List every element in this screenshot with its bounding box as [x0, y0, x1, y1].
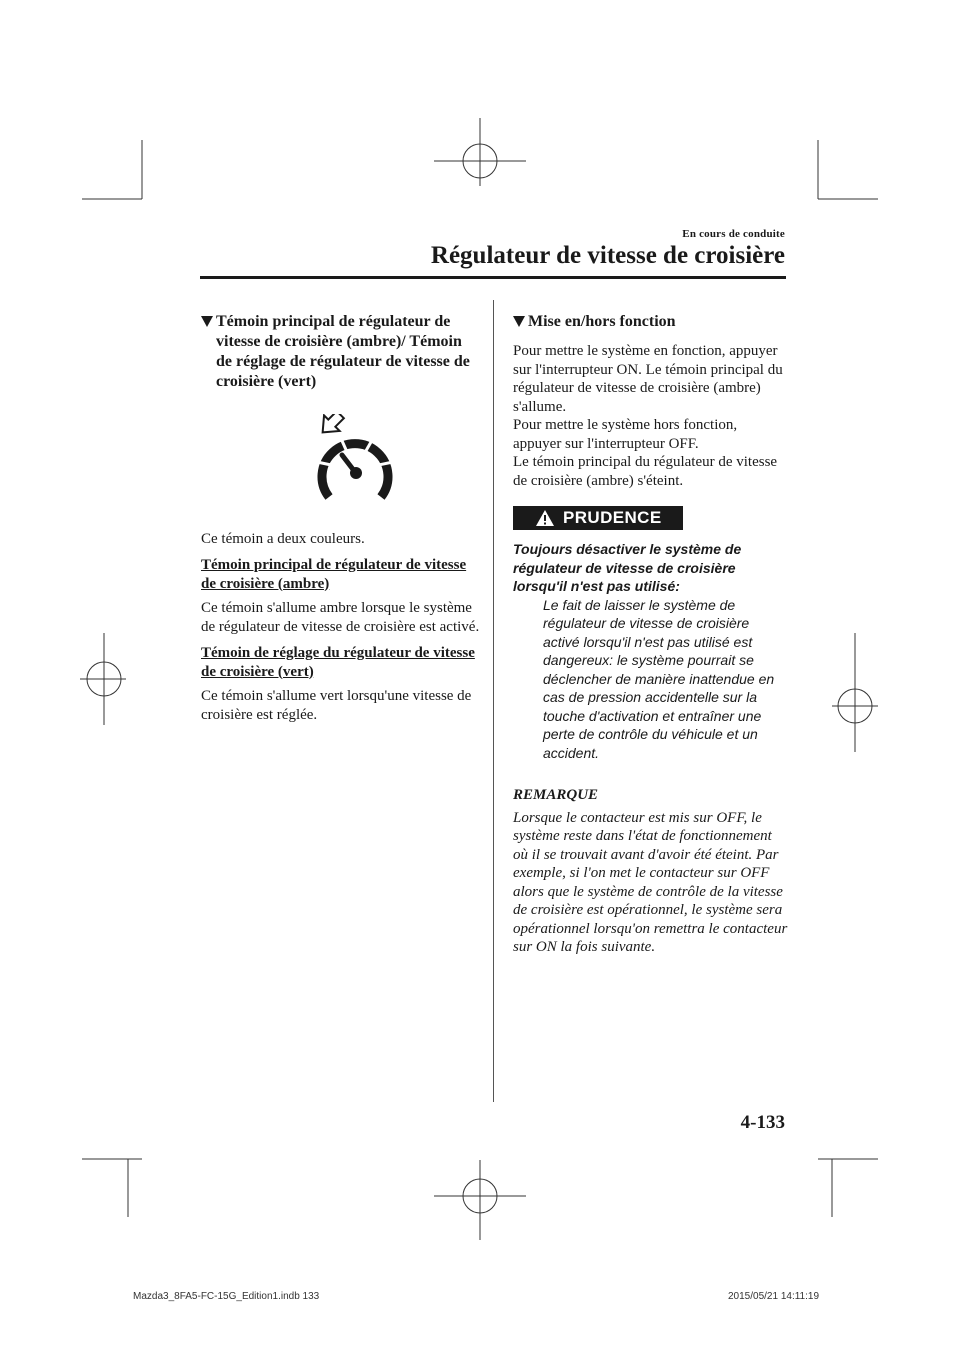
- on-instructions: Pour mettre le système en fonction, appuyer sur l'interrupteur ON. Le témoin principal du régulateur de vitesse de croisière (ambre) s'allume.: [513, 343, 783, 415]
- subheading-amber: Témoin principal de régulateur de vitesse de croisière (ambre): [201, 557, 467, 592]
- off-result: Le témoin principal du régulateur de vitesse de croisière (ambre) s'éteint.: [513, 454, 778, 489]
- warning-title: Toujours désactiver le système de régulateur de vitesse de croisière lorsqu'il n'est pas utilisé:: [513, 541, 742, 594]
- header-rule: [200, 276, 786, 279]
- footer-file: Mazda3_8FA5-FC-15G_Edition1.indb 133: [133, 1291, 320, 1302]
- triangle-bullet-icon: [513, 316, 525, 332]
- footer-timestamp: 2015/05/21 14:11:19: [728, 1291, 820, 1302]
- warning-body: Le fait de laisser le système de régulateur de vitesse de croisière activé lorsqu'il n'est pas utilisé est dangereux: le système pourrait se déclencher de manière inattendue en cas de pression accidentelle sur la touche d'activation et entraîner une perte de contrôle du véhicule et un accident.: [543, 596, 775, 761]
- right-heading-text: Mise en/hors fonction: [528, 313, 676, 330]
- right-column: [513, 312, 788, 957]
- triangle-bullet-icon: [201, 316, 213, 392]
- left-column: [201, 312, 481, 732]
- left-heading-text: Témoin principal de régulateur de vitesse de croisière (ambre)/ Témoin de réglage de régulateur de vitesse de croisière (vert): [216, 313, 470, 390]
- cruise-control-indicator-icon: [315, 414, 395, 506]
- warning-triangle-icon: [535, 509, 555, 527]
- intro-text: Ce témoin a deux couleurs.: [201, 530, 365, 547]
- note-text: Lorsque le contacteur est mis sur OFF, le système reste dans l'état de fonctionnement où il se trouvait avant d'avoir été éteint. Par exemple, si l'on met le contacteur sur OFF alors que le système de contrôle de la vitesse de croisière est opérationnel, le système sera opérationnel lorsqu'on remettra le contacteur sur ON la fois suivante.: [513, 809, 788, 955]
- off-instructions: Pour mettre le système hors fonction, appuyer sur l'interrupteur OFF.: [513, 417, 738, 452]
- right-heading: [513, 312, 788, 332]
- left-heading: [201, 312, 481, 392]
- note-heading: REMARQUE: [513, 787, 599, 803]
- caution-banner: [513, 506, 683, 530]
- section-label: En cours de conduite: [682, 228, 785, 240]
- amber-description: Ce témoin s'allume ambre lorsque le système de régulateur de vitesse de croisière est activé.: [201, 600, 480, 635]
- caution-label: PRUDENCE: [563, 507, 662, 527]
- column-divider: [493, 300, 494, 1102]
- page-number: 4-133: [740, 1112, 785, 1133]
- page-header: [431, 228, 785, 270]
- green-description: Ce témoin s'allume vert lorsqu'une vitesse de croisière est réglée.: [201, 688, 472, 723]
- subheading-green: Témoin de réglage du régulateur de vitesse de croisière (vert): [201, 645, 475, 680]
- page-title: Régulateur de vitesse de croisière: [430, 242, 785, 269]
- icon-figure: [255, 414, 455, 512]
